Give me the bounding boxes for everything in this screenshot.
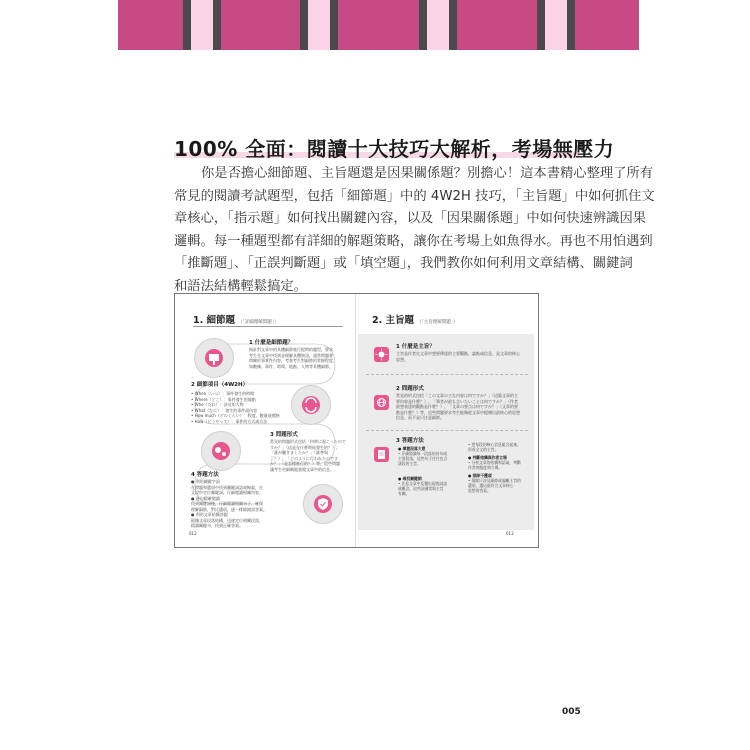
stripe-dark bbox=[449, 0, 457, 50]
text-line: 了？）、「どのように行われたのです bbox=[270, 455, 338, 461]
gears-icon bbox=[201, 431, 241, 471]
list-item: • What（なに）：發生的事件或內容 bbox=[191, 407, 258, 413]
step-text bbox=[249, 347, 337, 369]
presentation-icon bbox=[194, 338, 234, 378]
step-heading: 1 什麼是主旨？ bbox=[396, 344, 435, 350]
right-page bbox=[356, 294, 538, 547]
text-line: 作者的態度和立場。 bbox=[468, 465, 503, 470]
section-title-text: 1. 細節題 bbox=[193, 315, 236, 326]
method-label: ● 排除干擾項 bbox=[468, 473, 492, 478]
cycle-arrows-icon bbox=[291, 385, 331, 425]
text-line: 理解細節，對比選項，逐一排除錯誤答案。 bbox=[191, 506, 267, 512]
section-divider bbox=[366, 430, 528, 431]
paragraph-line: 常見的閱讀考試題型，包括「細節題」中的 4W2H 技巧，「主旨題」中如何抓住文 bbox=[174, 188, 655, 204]
stripe-dark bbox=[330, 0, 338, 50]
list-item: • When（いつ）：事件發生的時間 bbox=[191, 391, 255, 396]
book-spread-preview bbox=[174, 293, 539, 548]
decorative-stripe-banner bbox=[118, 0, 639, 50]
stripe-light bbox=[191, 0, 213, 50]
list-item: • Where（どこ）：事件發生的地點 bbox=[191, 396, 256, 402]
text-line: 該段的主旨。 bbox=[398, 461, 421, 466]
text-line: か？」（是怎樣進行的？）等，這些問題 bbox=[270, 461, 340, 466]
text-line: 在問題和選項中找到關鍵詞語或線索，在 bbox=[191, 484, 263, 490]
text-line: 思想。 bbox=[396, 356, 408, 362]
paragraph-line: 和語法結構輕鬆搞定。 bbox=[174, 278, 307, 294]
paragraph-line: 章核心，「指示題」如何找出關鍵內容，以及「因果關係題」中如何快速辨識因果 bbox=[174, 211, 647, 226]
text-line: 文段中定位關鍵詞，仔細閱讀相關內容。 bbox=[191, 490, 263, 495]
method-column-left bbox=[398, 446, 447, 496]
text-line: • 仔細閱讀每一段落的首句或 bbox=[398, 451, 448, 456]
text-line: 「誰が働きましたか？」（誰參與 bbox=[270, 450, 328, 455]
list-item: • How（どうやって）：事件的方式或方法 bbox=[191, 418, 268, 424]
step-heading: 3 問題形式 bbox=[270, 432, 298, 438]
method-label: ● 逐句精確閱讀 bbox=[191, 495, 220, 501]
step-heading: 4 答題方法 bbox=[191, 472, 219, 478]
stripe-dark bbox=[300, 0, 308, 50]
text-line: 考生在文章中找到並理解具體資訊，通常問題會 bbox=[249, 352, 333, 358]
method-label: ● 判斷結構與作者立場 bbox=[468, 455, 507, 460]
page-number: 013 bbox=[506, 531, 514, 536]
step-heading: 2 問題形式 bbox=[396, 386, 424, 392]
step-heading: 3 答題方法 bbox=[396, 438, 424, 444]
step-text bbox=[270, 439, 346, 472]
text-line: 最想表達的觀點是什麼？）、「文章の要点は何ですか？」（文章的要 bbox=[396, 404, 518, 409]
step-list bbox=[191, 391, 280, 424]
list-item: • Who（だれ）：涉及的人物 bbox=[191, 402, 244, 407]
method-label: ● 尋找關鍵詞 bbox=[398, 476, 422, 481]
text-line: 或概念，這些詞通常與主旨 bbox=[398, 486, 444, 491]
left-page bbox=[175, 294, 355, 547]
step-heading: 2 細節項目（4W2H） bbox=[191, 382, 249, 388]
section-title bbox=[372, 312, 458, 326]
paragraph-line: 邏輯。每一種題型都有詳細的解題策略，讓你在考場上如魚得水。再也不用怕遇到 bbox=[174, 233, 653, 249]
text-line: • 把每段的核心信息組合起來， bbox=[468, 442, 521, 447]
method-label: ● 利用關鍵字詞 bbox=[191, 479, 220, 484]
text-line: 思想的答案。 bbox=[468, 488, 491, 493]
paragraph-line: 「推斷題」、「正誤判斷題」或「填空題」，我們教你如何利用文章結構、關鍵詞 bbox=[174, 256, 633, 271]
text-line: 問關於事實性內容，考查考生對細節的掌握程度， bbox=[249, 358, 337, 363]
paragraph-line: 你是否擔心細節題、主旨題還是因果關係題？別擔心！這本書精心整理了所有 bbox=[201, 166, 654, 181]
text-line: 讓考生更細緻地查閱文章中的信息。 bbox=[270, 466, 334, 472]
method-label: ● 利用文章結構答題 bbox=[191, 512, 228, 517]
step-list bbox=[191, 479, 267, 529]
text-line: • 分析文章的結構和語氣，判斷 bbox=[468, 460, 521, 465]
section-subtitle: （「主旨理解問題」） bbox=[417, 320, 458, 325]
globe-icon bbox=[374, 395, 389, 410]
list-item: • How much（どのくらい）：程度、數量或價格 bbox=[191, 413, 280, 418]
section-subtitle: （「詳細理解問題」） bbox=[238, 320, 279, 325]
text-line: 信息，而不是只注意細節。 bbox=[396, 415, 444, 420]
text-line: 指針對文章中的具體細節進行提問的題型，要求 bbox=[249, 347, 333, 352]
text-line: 找到關鍵詞後，仔細閱讀相關句子，確保 bbox=[191, 501, 263, 506]
step-text bbox=[396, 393, 520, 421]
text-line: 常見的問題形式包括「何時に起こったので bbox=[270, 439, 346, 444]
text-line: 要內容是什麼？）、「筆者が最も言いたいことは何ですか？」（作者 bbox=[396, 398, 518, 404]
text-line: 形成全文的主旨。 bbox=[468, 447, 499, 452]
text-line: • 排除只涉及細節或偏離主旨的 bbox=[468, 478, 521, 483]
page-folio: 005 bbox=[562, 707, 581, 717]
text-line: 選項，選出最符合文章核心 bbox=[468, 483, 514, 488]
step-text bbox=[396, 351, 520, 362]
sun-icon bbox=[374, 347, 389, 362]
stripe-dark bbox=[213, 0, 221, 50]
stripe-dark bbox=[183, 0, 191, 50]
text-line: 根據文章段落結構，迅速定位相關段落， bbox=[191, 517, 263, 523]
page-number: 012 bbox=[189, 531, 197, 536]
stripe-light bbox=[427, 0, 449, 50]
method-column-right bbox=[468, 442, 521, 493]
text-line: 精讀關鍵句，找到正確答案。 bbox=[191, 523, 243, 528]
text-line: 主旨是作者在文章中想要傳達的主要觀點、論點或信息，是文章的核心 bbox=[396, 351, 520, 356]
shield-check-icon bbox=[303, 484, 343, 524]
content-panel bbox=[358, 334, 534, 530]
text-line: 常見的形式包括「この文章の主な内容は何ですか？」（這篇文章的主 bbox=[396, 393, 518, 398]
stripe-dark bbox=[537, 0, 545, 50]
text-line: 如數據、事件、時間、地點、人物等具體細節。 bbox=[249, 363, 333, 369]
intro-paragraph bbox=[174, 163, 655, 298]
text-line: すか？」（這是在什麼時候發生的？）、 bbox=[270, 444, 340, 450]
text-line: 有關。 bbox=[398, 491, 410, 496]
section-title-text: 2. 主旨題 bbox=[372, 315, 415, 326]
stripe-light bbox=[308, 0, 330, 50]
document-icon bbox=[374, 447, 389, 462]
step-heading: 1 什麼是細節題？ bbox=[249, 340, 294, 346]
text-line: 主要段落，這些句子往往包含 bbox=[398, 456, 448, 461]
page-headline: 100% 全面：閱讀十大技巧大解析，考場無壓力 bbox=[174, 137, 615, 161]
section-divider bbox=[366, 374, 528, 375]
text-line: • 注意文章中反覆出現的詞語 bbox=[398, 481, 448, 486]
method-label: ● 掌握段落大意 bbox=[398, 446, 426, 451]
stripe-dark bbox=[419, 0, 427, 50]
text-line: 點是什麼？）等，這些問題要求考生能夠從文章中提煉出最核心的思想 bbox=[396, 409, 520, 415]
stripe-light bbox=[545, 0, 567, 50]
stripe-dark bbox=[567, 0, 575, 50]
